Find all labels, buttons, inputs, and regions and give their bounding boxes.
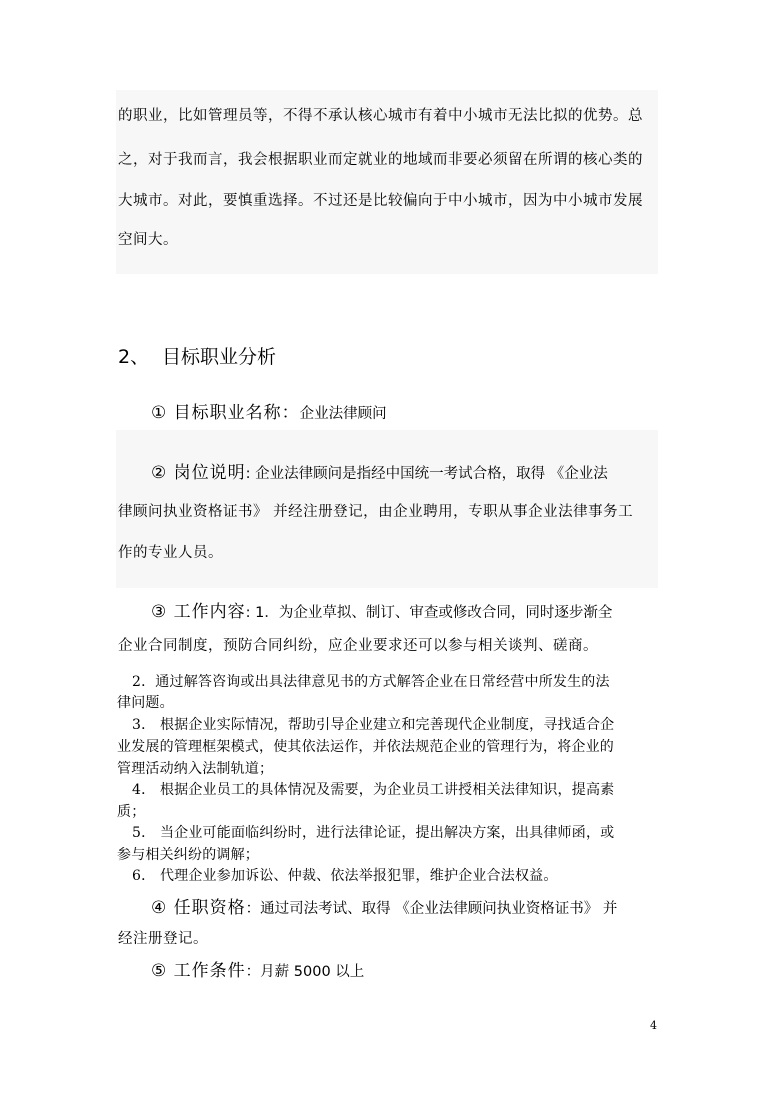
work-item: 参与相关纠纷的调解；: [117, 847, 259, 863]
section-title: 目标职业分析: [162, 346, 277, 368]
qualification-label: ④ 任职资格: [151, 898, 246, 918]
work-item: 3． 根据企业实际情况，帮助引导企业建立和完善现代企业制度，寻找适合企: [132, 717, 615, 733]
intro-line: 空间大。: [118, 232, 178, 248]
work-item: 律问题。: [117, 695, 174, 711]
conditions-value: ：月薪 5000 以上: [245, 964, 365, 980]
page-number: 4: [650, 1019, 657, 1032]
post-line: 律顾问执业资格证书》 并经注册登记，由企业聘用，专职从事企业法律事务工: [118, 504, 634, 520]
intro-line: 大城市。对此，要慎重选择。不过还是比较偏向于中小城市，因为中小城市发展: [118, 193, 643, 209]
target-job-value: 企业法律顾问: [299, 406, 387, 422]
qualification: [151, 893, 617, 918]
qualification-line: ：通过司法考试、取得 《企业法律顾问执业资格证书》 并: [245, 901, 618, 917]
target-job-label: ① 目标职业名称：: [151, 403, 300, 423]
work-item: 质；: [117, 804, 146, 820]
work-item: 管理活动纳入法制轨道；: [117, 761, 274, 777]
post-line: : 企业法律顾问是指经中国统一考试合格，取得 《企业法: [245, 466, 608, 482]
post-line: 作的专业人员。: [118, 545, 223, 561]
work-line: 企业合同制度，预防合同纠纷，应企业要求还可以参与相关谈判、磋商。: [118, 638, 598, 654]
qualification-line: 经注册登记。: [118, 931, 208, 947]
conditions-label: ⑤ 工作条件: [151, 961, 246, 981]
work-content: [151, 597, 612, 622]
work-line: : 1．为企业草拟、制订、审查或修改合同，同时逐步渐全: [245, 605, 613, 621]
work-item: 4． 根据企业员工的具体情况及需要，为企业员工讲授相关法律知识，提高素: [132, 782, 615, 798]
post-description: [151, 458, 608, 483]
post-label: ② 岗位说明: [151, 463, 246, 483]
intro-line: 的职业，比如管理员等，不得不承认核心城市有着中小城市无法比拟的优势。总: [118, 108, 643, 124]
work-item: 2．通过解答咨询或出具法律意见书的方式解答企业在日常经营中所发生的法: [132, 674, 610, 690]
target-job: [151, 398, 387, 423]
work-conditions: [151, 956, 364, 981]
work-item: 5． 当企业可能面临纠纷时，进行法律论证，提出解决方案，出具律师函，或: [132, 825, 615, 841]
work-item: 业发展的管理框架模式，使其依法运作，并依法规范企业的管理行为，将企业的: [117, 739, 614, 755]
work-label: ③ 工作内容: [151, 602, 246, 622]
section-heading: [118, 342, 276, 369]
intro-line: 之，对于我而言，我会根据职业而定就业的地域而非要必须留在所谓的核心类的: [118, 152, 643, 168]
work-item: 6． 代理企业参加诉讼、仲裁、依法举报犯罪，维护企业合法权益。: [132, 868, 558, 884]
section-number: 2、: [118, 346, 150, 368]
